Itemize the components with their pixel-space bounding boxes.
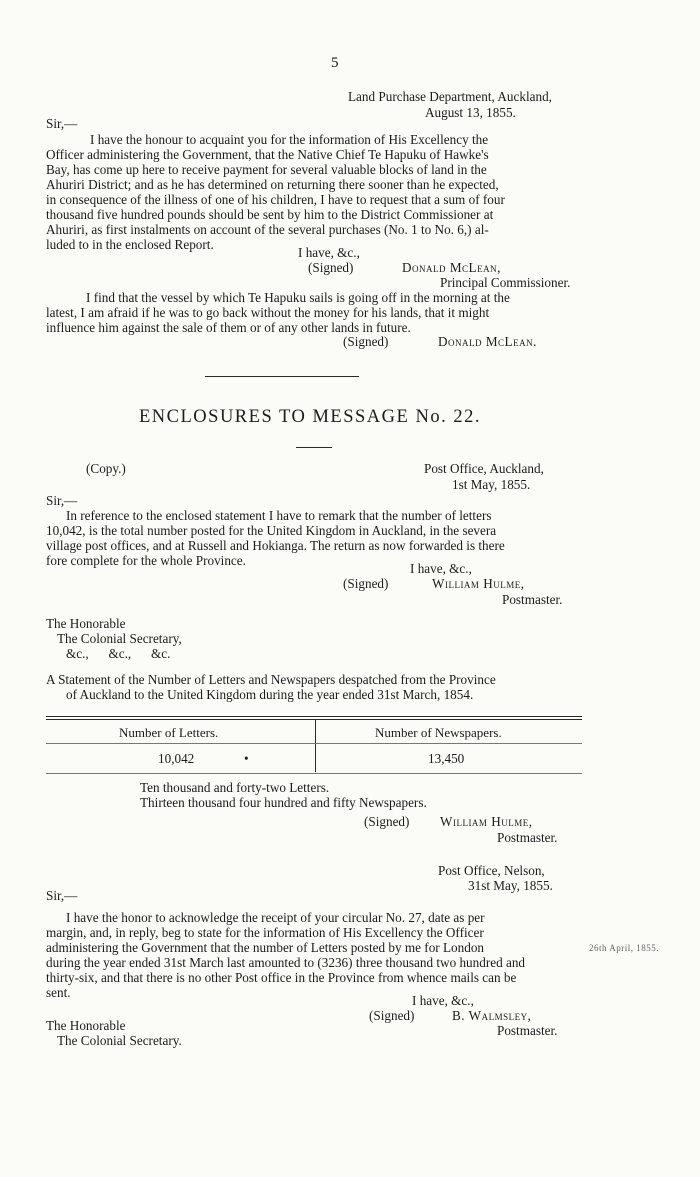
signer-title: Principal Commissioner. xyxy=(440,275,571,290)
closing: I have, &c., xyxy=(412,993,474,1008)
body-line: 10,042, is the total number posted for the United Kingdom in Auckland, in the severa xyxy=(46,523,497,538)
letter-date: 1st May, 1855. xyxy=(452,477,531,492)
postscript-line: I find that the vessel by which Te Hapuku sails is going off in the morning at the xyxy=(86,290,510,305)
body-line: thirty-six, and that there is no other Post office in the Province from whence mails can be xyxy=(46,970,517,985)
body-line: village post offices, and at Russell and Hokianga. The return as now forwarded is there xyxy=(46,538,505,553)
body-line: In reference to the enclosed statement I have to remark that the number of letters xyxy=(66,508,492,523)
body-line: I have the honor to acknowledge the receipt of your circular No. 27, date as per xyxy=(66,910,485,925)
signer-title: Postmaster. xyxy=(502,592,563,607)
signed-label: (Signed) xyxy=(343,334,389,349)
body-line: thousand five hundred pounds should be sent by him to the District Commissioner at xyxy=(46,207,494,222)
divider-rule xyxy=(205,376,359,377)
closing: I have, &c., xyxy=(410,561,472,576)
body-line: administering the Government that the number of Letters posted by me for London xyxy=(46,940,485,955)
signer-name: William Hulme, xyxy=(440,814,533,829)
signer-name: Donald McLean. xyxy=(438,334,537,349)
statement-words: Ten thousand and forty-two Letters. xyxy=(140,780,330,795)
signed-label: (Signed) xyxy=(369,1008,415,1023)
body-line: Ahuriri, as first instalments on account of the several purchases (No. 1 to No. 6,) al- xyxy=(46,222,489,237)
signer-name: William Hulme, xyxy=(432,576,525,591)
addressee-line: The Honorable xyxy=(46,616,126,631)
addressee-line: The Honorable xyxy=(46,1018,126,1033)
copy-label: (Copy.) xyxy=(86,461,126,476)
addressee-line: The Colonial Secretary, xyxy=(57,631,182,646)
short-rule xyxy=(296,447,332,448)
salutation: Sir,— xyxy=(46,493,78,508)
table-column-divider xyxy=(315,720,316,772)
postscript-line: influence him against the sale of them or of any other lands in future. xyxy=(46,320,411,335)
salutation: Sir,— xyxy=(46,888,78,903)
table-top-rule xyxy=(46,719,582,720)
letter-address: Land Purchase Department, Auckland, xyxy=(348,89,552,104)
statement-heading: of Auckland to the United Kingdom during the year ended 31st March, 1854. xyxy=(66,687,474,702)
letter-date: August 13, 1855. xyxy=(425,105,516,120)
letter-address: Post Office, Nelson, xyxy=(438,863,545,878)
body-line: Ahuriri District; and as he has determined on returning there sooner than he expected, xyxy=(46,177,499,192)
table-top-rule xyxy=(46,716,582,717)
body-line: margin, and, in reply, beg to state for the information of His Excellency the Officer xyxy=(46,925,484,940)
section-title: ENCLOSURES TO MESSAGE No. 22. xyxy=(139,407,481,427)
body-line: in consequence of the illness of one of his children, I have to request that a sum of four xyxy=(46,192,505,207)
signed-label: (Signed) xyxy=(364,814,410,829)
table-cell-mark: • xyxy=(244,751,249,766)
closing: I have, &c., xyxy=(298,245,360,260)
table-cell-letters: 10,042 xyxy=(158,751,195,766)
body-line: during the year ended 31st March last amounted to (3236) three thousand two hundred and xyxy=(46,955,526,970)
statement-words: Thirteen thousand four hundred and fifty Newspapers. xyxy=(140,795,427,810)
body-line: luded to in the enclosed Report. xyxy=(46,237,214,252)
page-number: 5 xyxy=(331,55,339,71)
signed-label: (Signed) xyxy=(308,260,354,275)
body-line: Officer administering the Government, that the Native Chief Te Hapuku of Hawke's xyxy=(46,147,489,162)
letter-date: 31st May, 1855. xyxy=(468,878,553,893)
table-bottom-rule xyxy=(46,773,582,774)
addressee-line: &c., &c., &c. xyxy=(66,646,171,661)
signer-title: Postmaster. xyxy=(497,830,558,845)
table-header-letters: Number of Letters. xyxy=(119,725,219,740)
postscript-line: latest, I am afraid if he was to go back without the money for his lands, that it might xyxy=(46,305,490,320)
margin-note: 26th April, 1855. xyxy=(589,943,660,953)
salutation: Sir,— xyxy=(46,116,78,131)
table-cell-newspapers: 13,450 xyxy=(428,751,465,766)
table-header-newspapers: Number of Newspapers. xyxy=(375,725,502,740)
addressee-line: The Colonial Secretary. xyxy=(57,1033,182,1048)
body-line: I have the honour to acquaint you for the information of His Excellency the xyxy=(90,132,489,147)
signer-name: Donald McLean, xyxy=(402,260,501,275)
statement-heading: A Statement of the Number of Letters and Newspapers despatched from the Province xyxy=(46,672,496,687)
signer-title: Postmaster. xyxy=(497,1023,558,1038)
body-line: Bay, has come up here to receive payment for several valuable blocks of land in the xyxy=(46,162,487,177)
body-line: sent. xyxy=(46,985,71,1000)
body-line: fore complete for the whole Province. xyxy=(46,553,246,568)
signer-name: B. Walmsley, xyxy=(452,1008,532,1023)
letter-address: Post Office, Auckland, xyxy=(424,461,544,476)
signed-label: (Signed) xyxy=(343,576,389,591)
table-header-rule xyxy=(46,743,582,744)
